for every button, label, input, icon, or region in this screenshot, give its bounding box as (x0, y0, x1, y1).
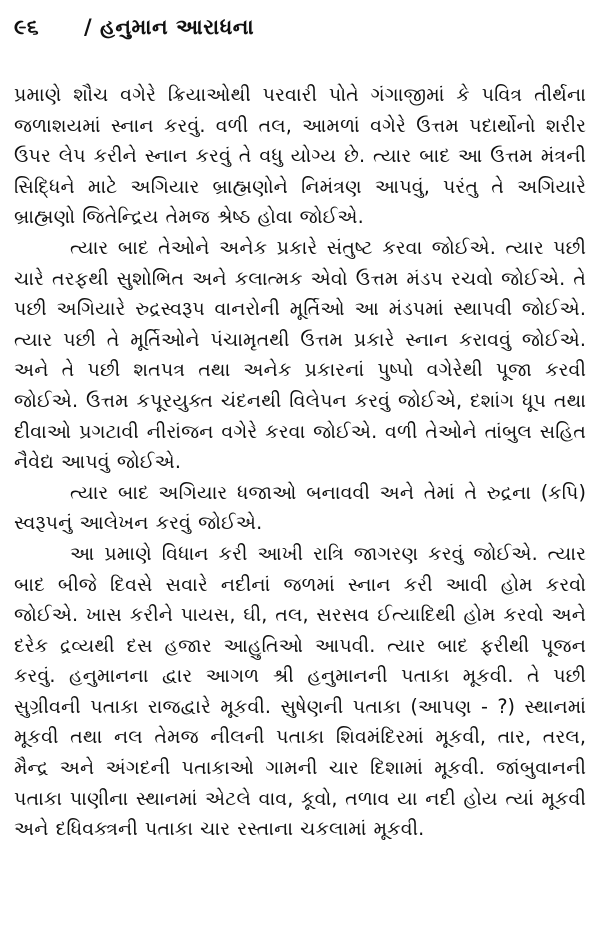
running-header (14, 12, 586, 46)
page-number: ૯૬ (14, 15, 40, 39)
paragraph-2: ત્યાર બાદ તેઓને અનેક પ્રકારે સંતુષ્ટ કરવા જોઈએ. ત્યાર પછી ચારે તરફથી સુશોભિત અને કલાત્મક એવો ઉત્તમ મંડપ રચવો જોઈએ. તે પછી અગિયારે રુદ્રસ્વરૂપ વાનરોની મૂર્તિઓ આ મંડપમાં સ્થાપવી જોઈએ. ત્યાર પછી તે મૂર્તિઓને પંચામૃતથી ઉત્તમ પ્રકારે સ્નાન કરાવવું જોઈએ. અને તે પછી શતપત્ર તથા અનેક પ્રકારનાં પુષ્પો વગેરેથી પૂજા કરવી જોઈએ. ઉત્તમ કપૂરયુક્ત ચંદનથી વિલેપન કરવું જોઈએ, દશાંગ ધૂપ તથા દીવાઓ પ્રગટાવી નીરાંજન વગેરે કરવા જોઈએ. વળી તેઓને તાંબુલ સહિત નૈવેદ્ય આપવું જોઈએ. (14, 235, 586, 474)
paragraph-3: ત્યાર બાદ અગિયાર ધજાઓ બનાવવી અને તેમાં તે રુદ્રના (કપિ) સ્વરૂપનું આલેખન કરવું જોઈએ. (14, 480, 586, 535)
body-text (14, 80, 586, 845)
paragraph-4: આ પ્રમાણે વિધાન કરી આખી રાત્રિ જાગરણ કરવું જોઈએ. ત્યાર બાદ બીજે દિવસે સવારે નદીનાં જળમાં સ્નાન કરી આવી હોમ કરવો જોઈએ. ખાસ કરીને પાયસ, ઘી, તલ, સરસવ ઈત્યાદિથી હોમ કરવો અને દરેક દ્રવ્યથી દસ હજાર આહુતિઓ આપવી. ત્યાર બાદ ફરીથી પૂજન કરવું. હનુમાનના દ્વાર આગળ શ્રી હનુમાનની પતાકા મૂકવી. તે પછી સુગ્રીવની પતાકા રાજદ્વારે મૂકવી. સુષેણની પતાકા (આપણ - ?) સ્થાનમાં મૂકવી તથા નલ તેમજ નીલની પતાકા શિવમંદિરમાં મૂકવી, તાર, તરલ, મૈન્દ્ર અને અંગદની પતાકાઓ ગામની ચાર દિશામાં મૂકવી. જાંબુવાનની પતાકા પાણીના સ્થાનમાં એટલે વાવ, કૂવો, તળાવ યા નદી હોય ત્યાં મૂકવી અને દધિવક્ત્રની પતાકા ચાર રસ્તાના ચકલામાં મૂકવી. (14, 541, 586, 841)
book-title: / હનુમાન આરાધના (84, 15, 255, 39)
paragraph-1: પ્રમાણે શૌચ વગેરે ક્રિયાઓથી પરવારી પોતે ગંગાજીમાં કે પવિત્ર તીર્થના જળાશયમાં સ્નાન કરવું. વળી તલ, આમળાં વગેરે ઉત્તમ પદાર્થોનો શરીર ઉપર લેપ કરીને સ્નાન કરવું તે વધુ યોગ્ય છે. ત્યાર બાદ આ ઉત્તમ મંત્રની સિદ્ધિને માટે અગિયાર બ્રાહ્મણોને નિમંત્રણ આપવું, પરંતુ તે અગિયારે બ્રાહ્મણો જિતેન્દ્રિય તેમજ શ્રેષ્ઠ હોવા જોઈએ. (14, 83, 586, 229)
